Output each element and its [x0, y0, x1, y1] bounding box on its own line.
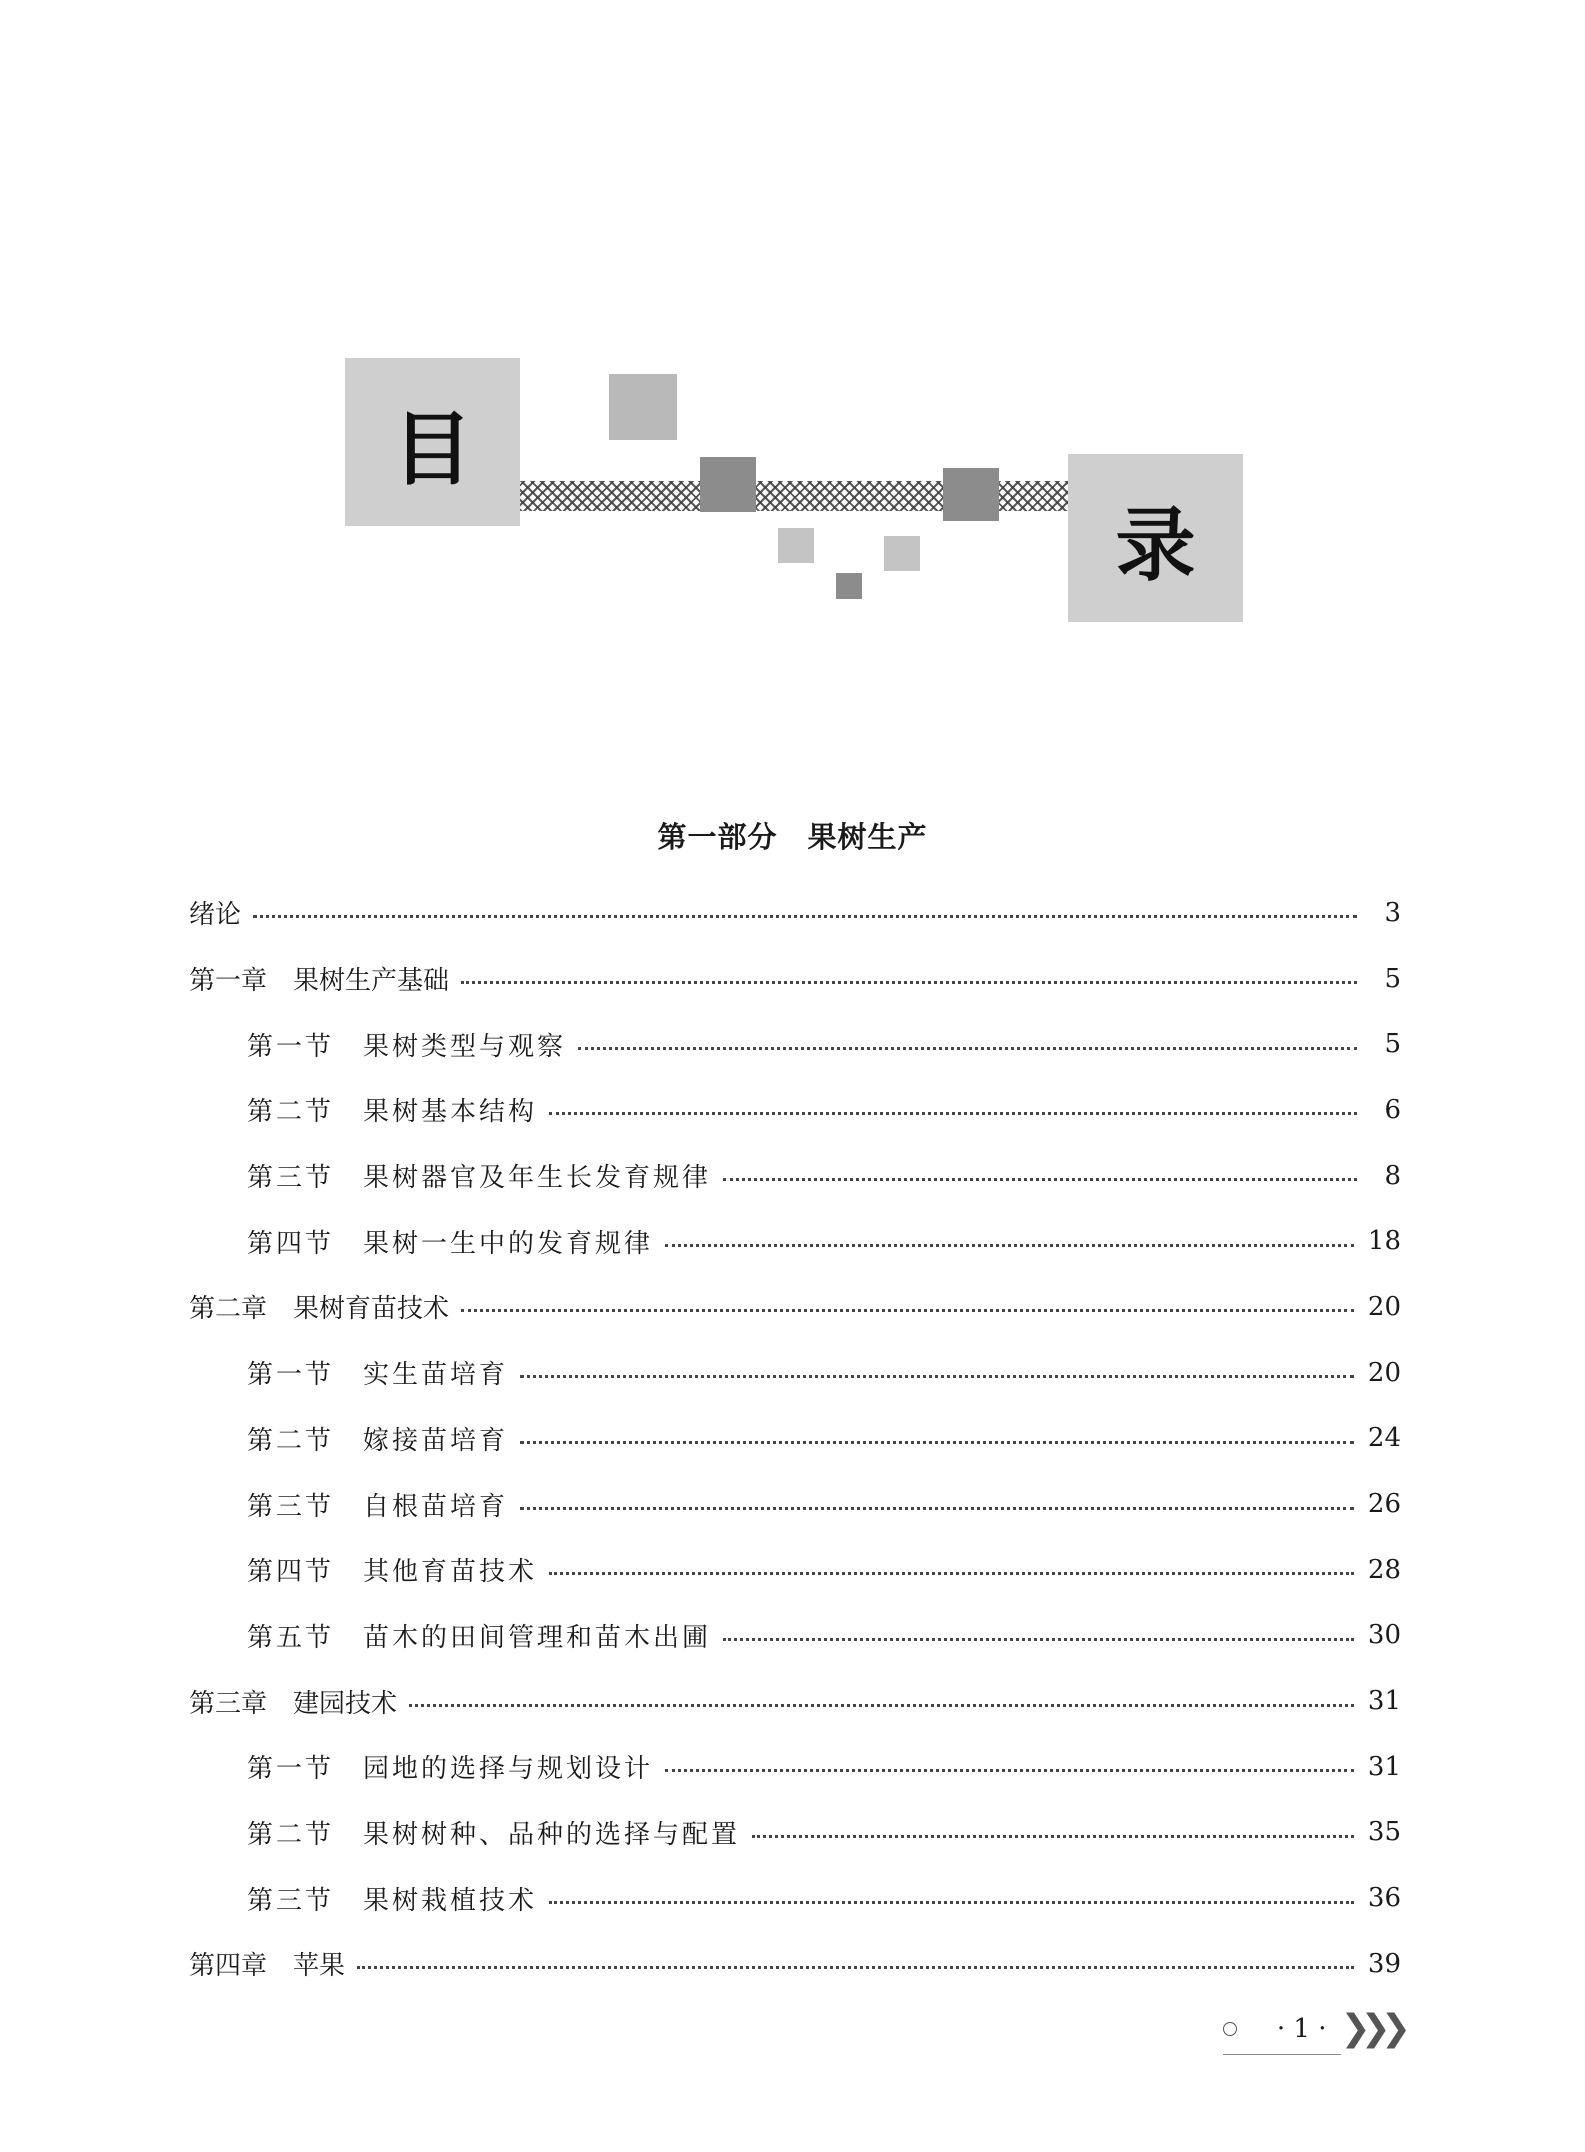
toc-entry-section[interactable]	[189, 1077, 1401, 1143]
toc-entry-page: 18	[1367, 1226, 1401, 1257]
toc-entry-page: 35	[1367, 1817, 1401, 1848]
deco-square	[836, 573, 862, 599]
toc-entry-page: 36	[1367, 1883, 1401, 1914]
dot-leader	[549, 1112, 1357, 1115]
dot-leader	[578, 1047, 1357, 1050]
dot-leader	[549, 1901, 1354, 1904]
toc-entry-section[interactable]	[189, 1406, 1401, 1472]
toc-entry-label: 绪论	[189, 900, 242, 931]
toc-entry-chapter[interactable]	[189, 946, 1401, 1012]
toc-entry-chapter[interactable]	[189, 880, 1401, 946]
toc-entry-label: 第三节 自根苗培育	[247, 1491, 509, 1522]
toc-entry-page: 26	[1367, 1489, 1401, 1520]
toc-entry-label: 第四节 其他育苗技术	[247, 1557, 538, 1588]
chevron-right-icon: ❯❯❯	[1340, 2008, 1401, 2049]
toc-entry-chapter[interactable]	[189, 1931, 1401, 1997]
toc-entry-label: 第三章 建园技术	[189, 1688, 398, 1719]
toc-entry-page: 8	[1384, 1160, 1401, 1191]
title-char-left: 目	[345, 358, 520, 526]
toc-entry-label: 第二节 果树树种、品种的选择与配置	[247, 1819, 741, 1850]
toc-entry-page: 24	[1367, 1423, 1401, 1454]
dot-leader	[409, 1704, 1354, 1707]
deco-square	[700, 457, 756, 512]
toc-entry-page: 20	[1367, 1357, 1401, 1388]
toc-entry-section[interactable]	[189, 1471, 1401, 1537]
toc-entry-page: 20	[1367, 1291, 1401, 1322]
toc-entry-section[interactable]	[189, 1143, 1401, 1209]
part-title: 第一部分 果树生产	[657, 820, 928, 854]
deco-square	[884, 536, 920, 571]
toc-entry-section[interactable]	[189, 1011, 1401, 1077]
dot-leader	[461, 1309, 1354, 1312]
toc-entry-label: 第三节 果树器官及年生长发育规律	[247, 1163, 712, 1194]
toc-entry-label: 第一节 果树类型与观察	[247, 1031, 567, 1062]
toc-entry-label: 第五节 苗木的田间管理和苗木出圃	[247, 1622, 712, 1653]
toc-entry-chapter[interactable]	[189, 1668, 1401, 1734]
toc-entry-section[interactable]	[189, 1208, 1401, 1274]
dot-leader	[549, 1572, 1354, 1575]
toc-entry-section[interactable]	[189, 1865, 1401, 1931]
toc-entry-page: 31	[1367, 1751, 1401, 1782]
dot-leader	[723, 1178, 1357, 1181]
toc-entry-label: 第二章 果树育苗技术	[189, 1294, 450, 1325]
page-number: · 1 ·	[1276, 2013, 1327, 2044]
dot-leader	[461, 981, 1357, 984]
toc-entry-section[interactable]	[189, 1340, 1401, 1406]
toc-entry-page: 5	[1384, 963, 1401, 994]
toc-entry-page: 3	[1384, 897, 1401, 928]
dot-leader	[520, 1375, 1354, 1378]
toc-entry-label: 第四节 果树一生中的发育规律	[247, 1228, 654, 1259]
toc-entry-page: 31	[1367, 1686, 1401, 1717]
dot-leader	[752, 1835, 1354, 1838]
circle-icon	[1223, 2022, 1237, 2036]
toc-entry-section[interactable]	[189, 1603, 1401, 1669]
toc-entry-page: 30	[1367, 1620, 1401, 1651]
toc-entry-label: 第一节 实生苗培育	[247, 1360, 509, 1391]
toc-entry-label: 第二节 嫁接苗培育	[247, 1425, 509, 1456]
dot-leader	[357, 1966, 1354, 1969]
toc-entry-label: 第三节 果树栽植技术	[247, 1885, 538, 1916]
table-of-contents	[189, 880, 1401, 1997]
dot-leader	[520, 1441, 1354, 1444]
toc-entry-section[interactable]	[189, 1734, 1401, 1800]
toc-entry-label: 第二节 果树基本结构	[247, 1097, 538, 1128]
toc-entry-section[interactable]	[189, 1537, 1401, 1603]
toc-entry-label: 第一章 果树生产基础	[189, 966, 450, 997]
toc-entry-label: 第一节 园地的选择与规划设计	[247, 1754, 654, 1785]
dot-leader	[723, 1638, 1354, 1641]
toc-entry-section[interactable]	[189, 1800, 1401, 1866]
title-char-right: 录	[1068, 454, 1243, 622]
toc-entry-page: 6	[1384, 1094, 1401, 1125]
toc-entry-page: 5	[1384, 1029, 1401, 1060]
dot-leader	[665, 1769, 1354, 1772]
toc-entry-page: 28	[1367, 1554, 1401, 1585]
deco-square	[609, 374, 677, 440]
dot-leader	[253, 915, 1357, 918]
footer-rule	[1223, 2054, 1341, 2055]
deco-square	[943, 468, 999, 521]
toc-entry-page: 39	[1367, 1948, 1401, 1979]
toc-entry-chapter[interactable]	[189, 1274, 1401, 1340]
page-footer	[1223, 2008, 1401, 2049]
dot-leader	[520, 1507, 1354, 1510]
dot-leader	[665, 1244, 1354, 1247]
toc-entry-label: 第四章 苹果	[189, 1951, 346, 1982]
deco-square	[778, 528, 814, 563]
toc-header-graphic	[0, 0, 1585, 700]
